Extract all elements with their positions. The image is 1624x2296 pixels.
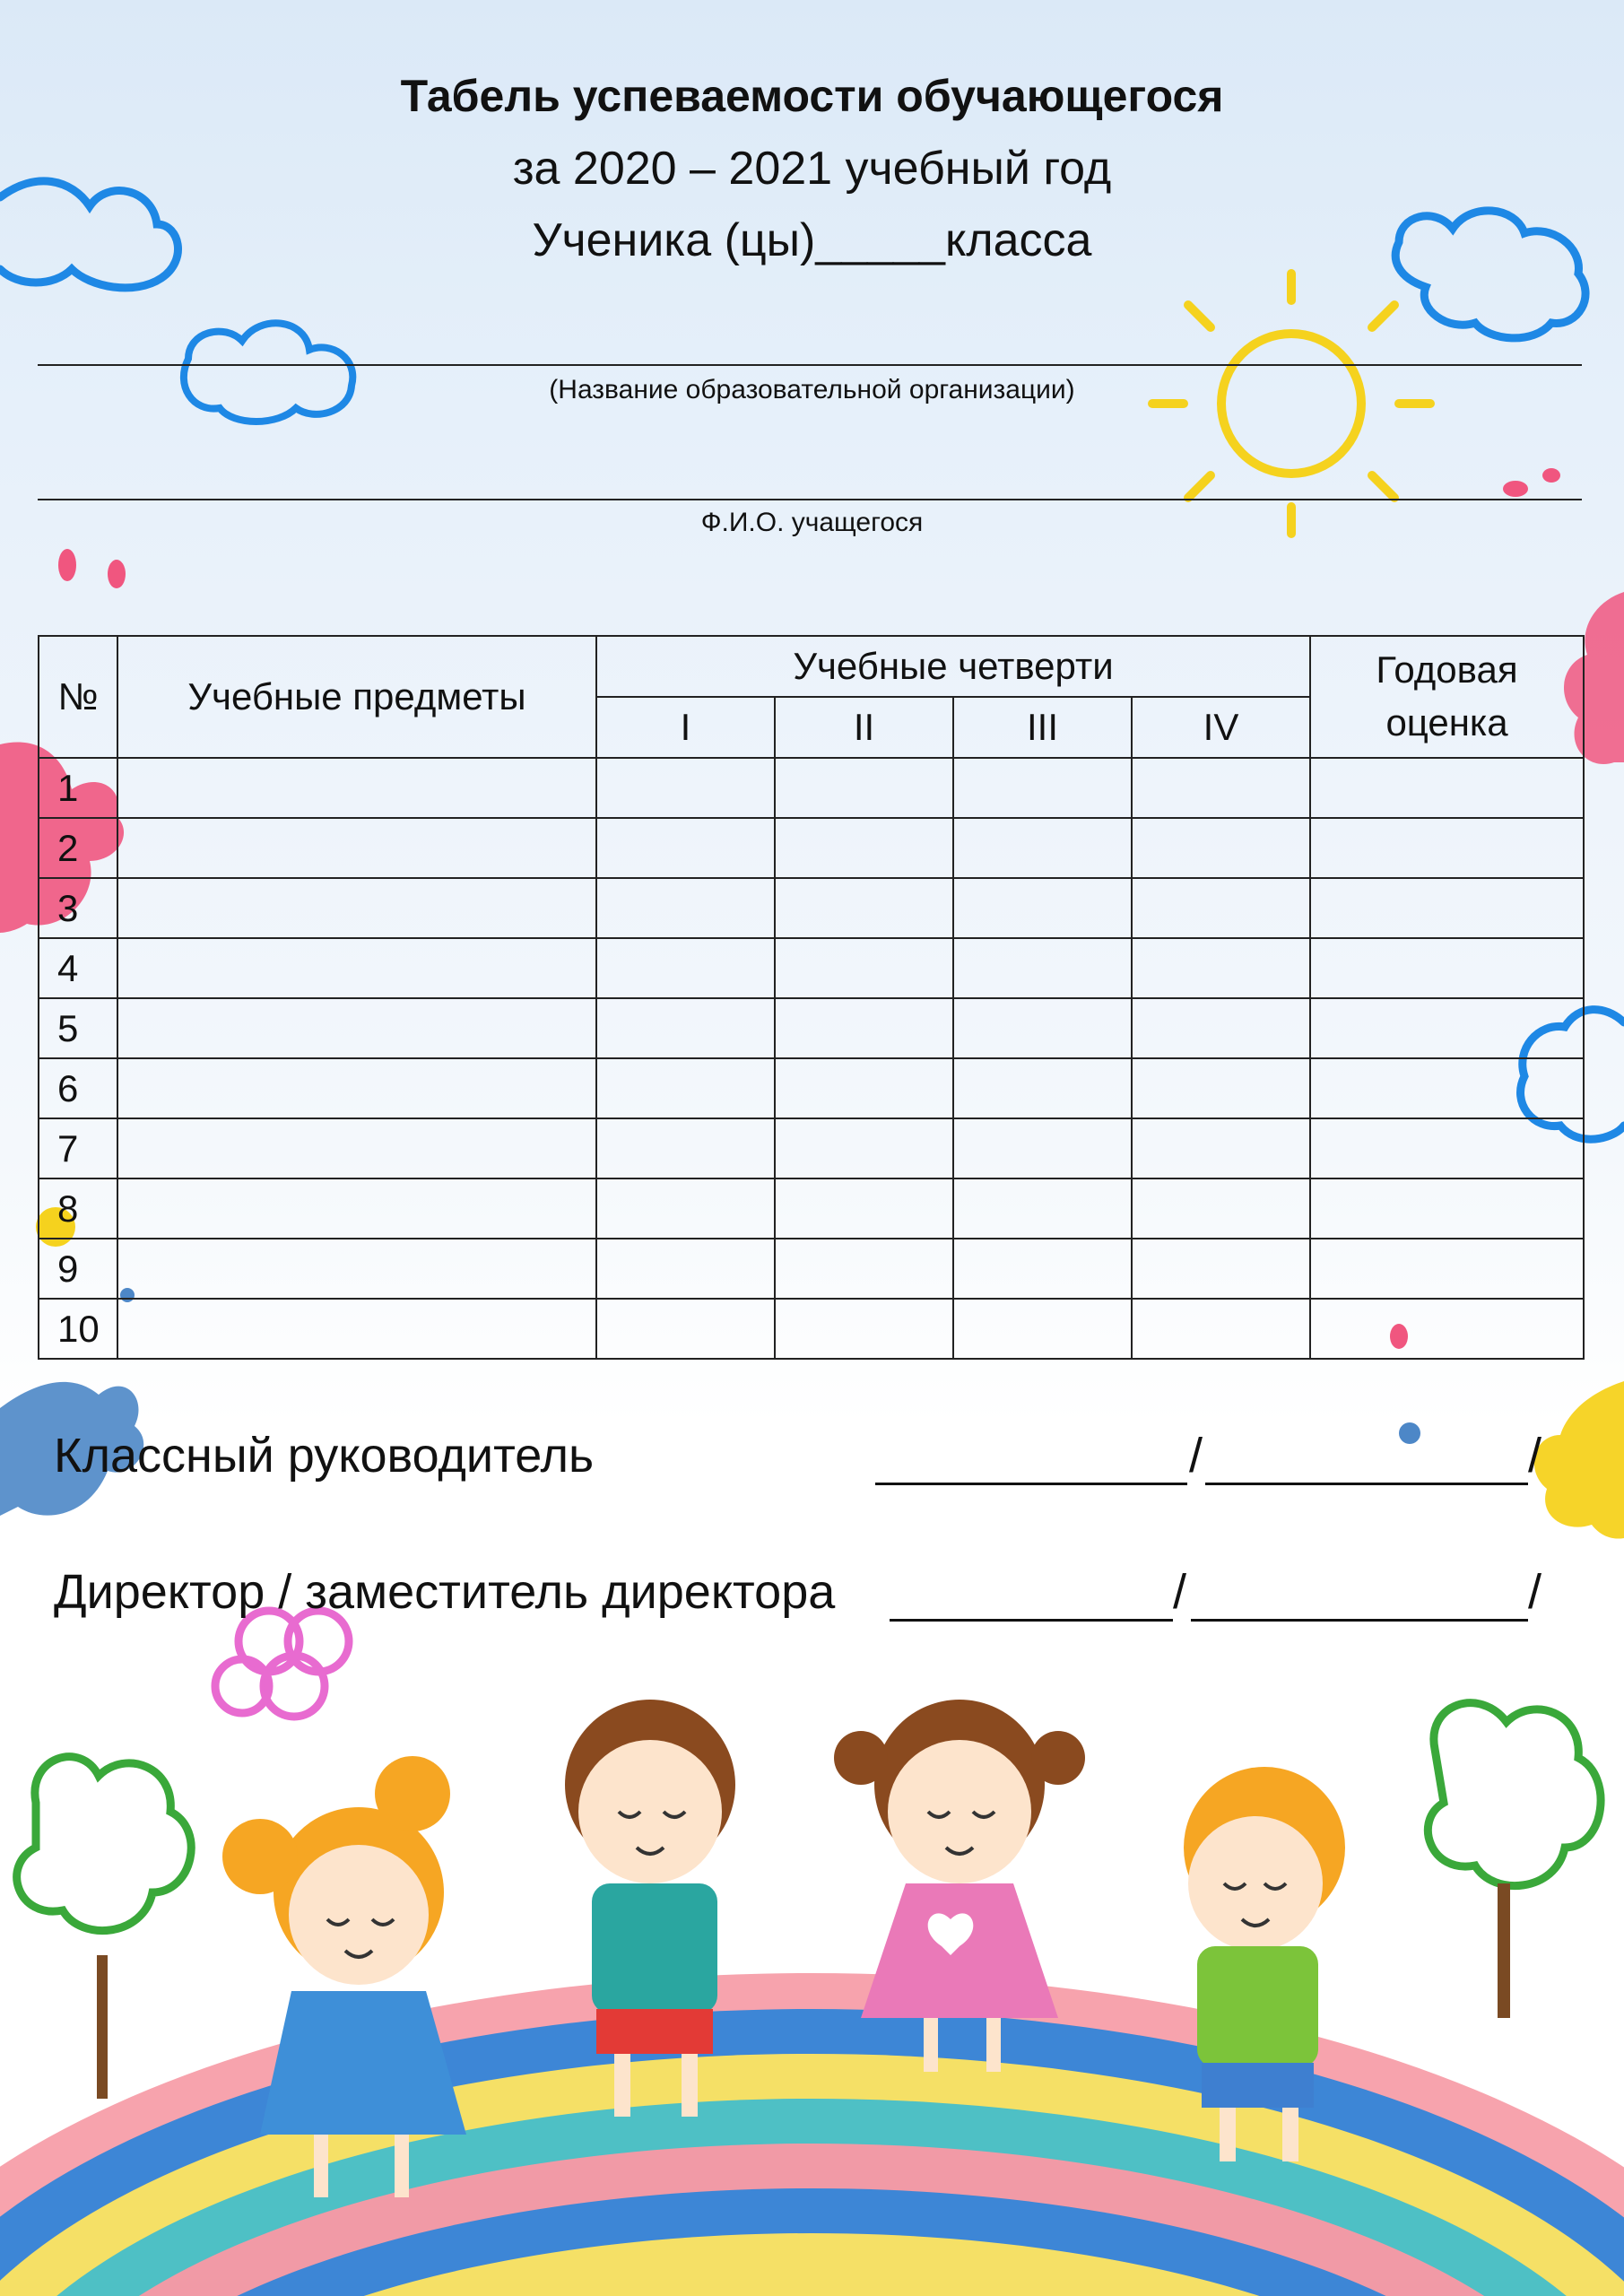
subject-cell[interactable] [117,878,596,938]
quarter-2-cell[interactable] [775,1299,953,1359]
organization-caption: (Название образовательной организации) [549,375,1075,404]
annual-grade-cell[interactable] [1310,878,1584,938]
student-name-caption: Ф.И.О. учащегося [700,508,924,537]
quarter-3-cell[interactable] [953,758,1132,818]
quarter-1-cell[interactable] [596,938,775,998]
quarter-1-cell[interactable] [596,818,775,878]
row-number: 2 [39,818,117,878]
column-header-quarters: Учебные четверти [596,636,1310,697]
annual-grade-cell[interactable] [1310,1299,1584,1359]
quarter-3-cell[interactable] [953,878,1132,938]
row-number: 7 [39,1118,117,1178]
quarter-1-cell[interactable] [596,1118,775,1178]
table-row [39,1058,1584,1118]
table-row [39,1178,1584,1239]
class-line: Ученика (цы)_____класса [532,214,1092,266]
document-title: Табель успеваемости обучающегося [400,71,1224,121]
subject-cell[interactable] [117,818,596,878]
row-number: 5 [39,998,117,1058]
quarter-3-cell[interactable] [953,1118,1132,1178]
quarter-3-cell[interactable] [953,1178,1132,1239]
quarter-4-cell[interactable] [1132,878,1310,938]
quarter-header-3: III [953,697,1132,758]
paint-dot-icon [1399,1422,1420,1444]
quarter-4-cell[interactable] [1132,938,1310,998]
quarter-1-cell[interactable] [596,878,775,938]
class-teacher-end-separator: / [1528,1429,1542,1483]
annual-grade-cell[interactable] [1310,998,1584,1058]
annual-grade-cell[interactable] [1310,1239,1584,1299]
quarter-3-cell[interactable] [953,1239,1132,1299]
quarter-1-cell[interactable] [596,998,775,1058]
quarter-header-2: II [775,697,953,758]
organization-line[interactable] [38,364,1582,366]
table-row [39,1299,1584,1359]
quarter-1-cell[interactable] [596,1178,775,1239]
tree-icon [1428,1703,1601,2018]
row-number: 3 [39,878,117,938]
quarter-3-cell[interactable] [953,1058,1132,1118]
annual-grade-cell[interactable] [1310,1118,1584,1178]
girl-center-right-figure [834,1700,1085,2072]
row-number: 4 [39,938,117,998]
quarter-2-cell[interactable] [775,818,953,878]
quarter-1-cell[interactable] [596,1239,775,1299]
quarter-2-cell[interactable] [775,998,953,1058]
director-label: Директор / заместитель директора [54,1565,836,1619]
table-row [39,998,1584,1058]
quarter-4-cell[interactable] [1132,1299,1310,1359]
quarter-4-cell[interactable] [1132,998,1310,1058]
grades-table [38,635,1585,1360]
quarter-3-cell[interactable] [953,818,1132,878]
subject-cell[interactable] [117,1178,596,1239]
table-row [39,758,1584,818]
quarter-1-cell[interactable] [596,1058,775,1118]
cloud-icon [184,323,352,422]
annual-grade-cell[interactable] [1310,818,1584,878]
subject-cell[interactable] [117,1118,596,1178]
quarter-4-cell[interactable] [1132,1239,1310,1299]
quarter-3-cell[interactable] [953,1299,1132,1359]
director-end-separator: / [1528,1565,1542,1619]
director-separator: / [1173,1565,1187,1619]
class-teacher-label: Классный руководитель [54,1429,595,1483]
table-row [39,1239,1584,1299]
subject-cell[interactable] [117,938,596,998]
column-header-number: № [39,636,117,758]
subject-cell[interactable] [117,1239,596,1299]
annual-grade-cell[interactable] [1310,1178,1584,1239]
quarter-3-cell[interactable] [953,938,1132,998]
row-number: 9 [39,1239,117,1299]
annual-grade-cell[interactable] [1310,938,1584,998]
quarter-header-1: I [596,697,775,758]
table-row [39,878,1584,938]
row-number: 1 [39,758,117,818]
subject-cell[interactable] [117,998,596,1058]
class-teacher-separator: / [1189,1429,1203,1483]
director-signature-line[interactable] [890,1619,1173,1622]
quarter-3-cell[interactable] [953,998,1132,1058]
quarter-4-cell[interactable] [1132,758,1310,818]
annual-grade-cell[interactable] [1310,758,1584,818]
quarter-4-cell[interactable] [1132,818,1310,878]
annual-grade-cell[interactable] [1310,1058,1584,1118]
handprint-icon [1534,1381,1624,1539]
quarter-2-cell[interactable] [775,1178,953,1239]
table-row [39,818,1584,878]
quarter-4-cell[interactable] [1132,1118,1310,1178]
table-row [39,1118,1584,1178]
row-number: 8 [39,1178,117,1239]
column-header-annual: Годовая оценка [1310,636,1584,758]
subject-cell[interactable] [117,758,596,818]
quarter-2-cell[interactable] [775,1239,953,1299]
quarter-4-cell[interactable] [1132,1178,1310,1239]
quarter-2-cell[interactable] [775,878,953,938]
flower-icon [215,1611,349,1717]
quarter-2-cell[interactable] [775,938,953,998]
quarter-2-cell[interactable] [775,1118,953,1178]
director-name-line[interactable] [1191,1619,1528,1622]
quarter-2-cell[interactable] [775,758,953,818]
school-year-line: за 2020 – 2021 учебный год [512,143,1112,195]
tree-icon [17,1757,191,2099]
class-teacher-signature-line[interactable] [875,1483,1187,1485]
quarter-1-cell[interactable] [596,1299,775,1359]
quarter-header-4: IV [1132,697,1310,758]
row-number: 6 [39,1058,117,1118]
grades-table-body [39,758,1584,1359]
subject-cell[interactable] [117,1299,596,1359]
quarter-2-cell[interactable] [775,1058,953,1118]
table-row [39,938,1584,998]
quarter-1-cell[interactable] [596,758,775,818]
quarter-4-cell[interactable] [1132,1058,1310,1118]
subject-cell[interactable] [117,1058,596,1118]
row-number: 10 [39,1299,117,1359]
rainbow-hill [0,1973,1624,2296]
student-name-line[interactable] [38,499,1582,500]
column-header-subjects: Учебные предметы [117,636,596,758]
class-teacher-name-line[interactable] [1205,1483,1528,1485]
